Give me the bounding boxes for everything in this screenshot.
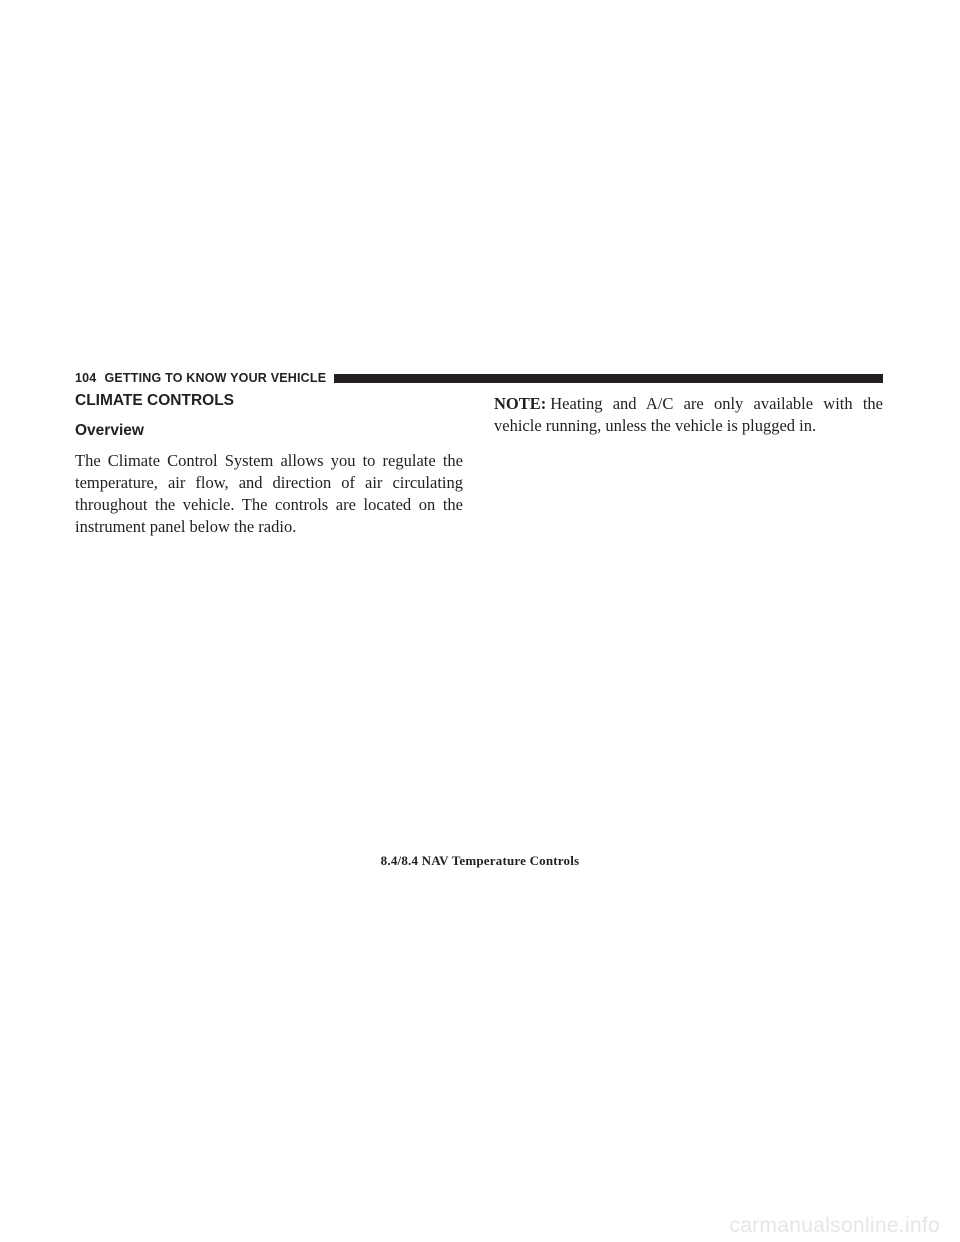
figure-caption: 8.4/8.4 NAV Temperature Controls: [380, 853, 580, 868]
left-column: [75, 391, 463, 538]
header-rule: [334, 374, 883, 383]
section-title: CLIMATE CONTROLS: [75, 392, 235, 409]
page-number: 104: [75, 371, 97, 385]
right-column: [494, 393, 883, 437]
note-text: Heating and A/C are only available with the vehicle running, unless the vehicle is plugged in.: [494, 394, 883, 435]
running-header: [75, 369, 883, 387]
overview-paragraph: The Climate Control System allows you to regulate the temperature, air flow, and direction of air circulating throughout the vehicle. The controls are located on the instrument panel below the radio.: [75, 451, 463, 536]
running-header-title: GETTING TO KNOW YOUR VEHICLE: [104, 371, 327, 385]
note-paragraph: [494, 393, 883, 437]
watermark: carmanualsonline.info: [729, 1214, 940, 1237]
note-label: NOTE:: [494, 394, 547, 413]
subsection-title: Overview: [75, 422, 144, 439]
figure-image-area: [75, 600, 883, 845]
